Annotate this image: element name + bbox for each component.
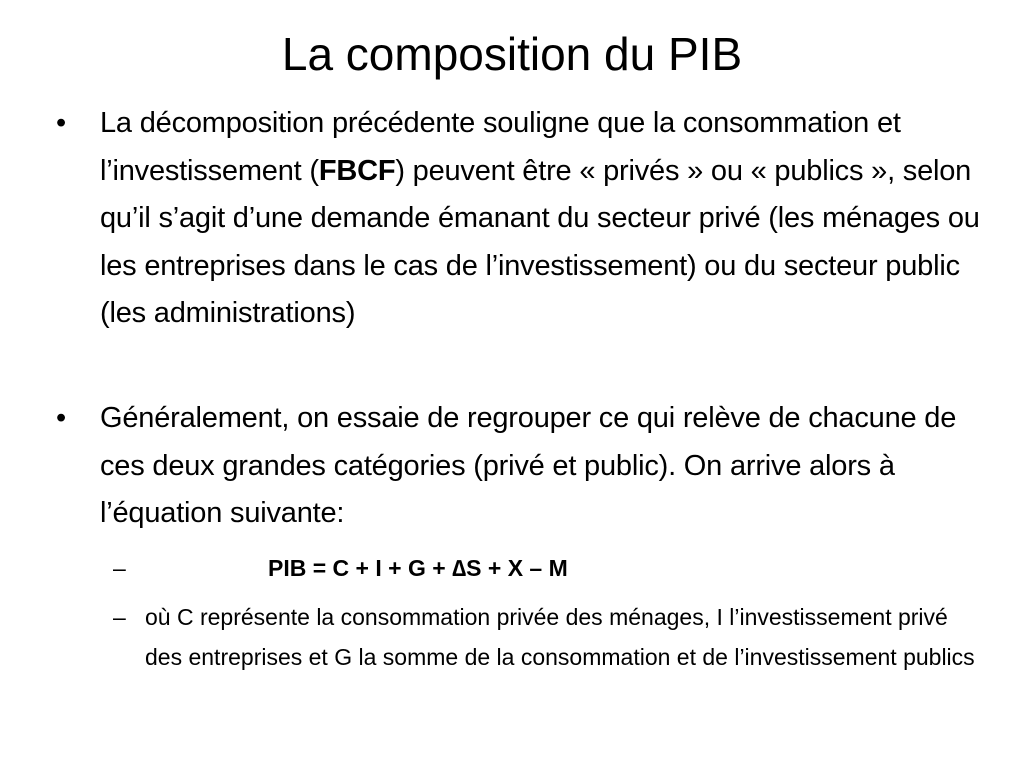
- bullet-bold-term: FBCF: [318, 154, 396, 187]
- bullet-text-part: La décomposition précédente souligne que la consommation et l’investissement (: [100, 107, 901, 187]
- subbullet-marker: –: [113, 604, 126, 630]
- equation: PIB = C + I + G + ∆S + X – M: [268, 555, 568, 581]
- subbullet-text: où C représente la consommation privée des ménages, I l’investissement privé des entreprises et G la somme de la consommation et de l’investissement publics: [145, 604, 975, 670]
- bullet-item: [56, 395, 980, 538]
- bullet-text: [100, 107, 980, 329]
- bullet-item: [56, 100, 980, 338]
- slide-title: La composition du PIB: [281, 28, 743, 80]
- bullet-marker: •: [56, 107, 66, 139]
- subbullet-item: [113, 597, 975, 677]
- bullet-text-part: ) peuvent être « privés » ou « publics », selon qu’il s’agit d’une demande émanant du secteur privé (les ménages ou les entreprises dans le cas de l’investissement) ou du secteur public (les administrations): [100, 154, 980, 329]
- bullet-marker: •: [56, 402, 66, 434]
- bullet-text: Généralement, on essaie de regrouper ce qui relève de chacune de ces deux grandes catégories (privé et public). On arrive alors à l’équation suivante:: [100, 402, 957, 529]
- subbullet-marker: –: [113, 555, 126, 581]
